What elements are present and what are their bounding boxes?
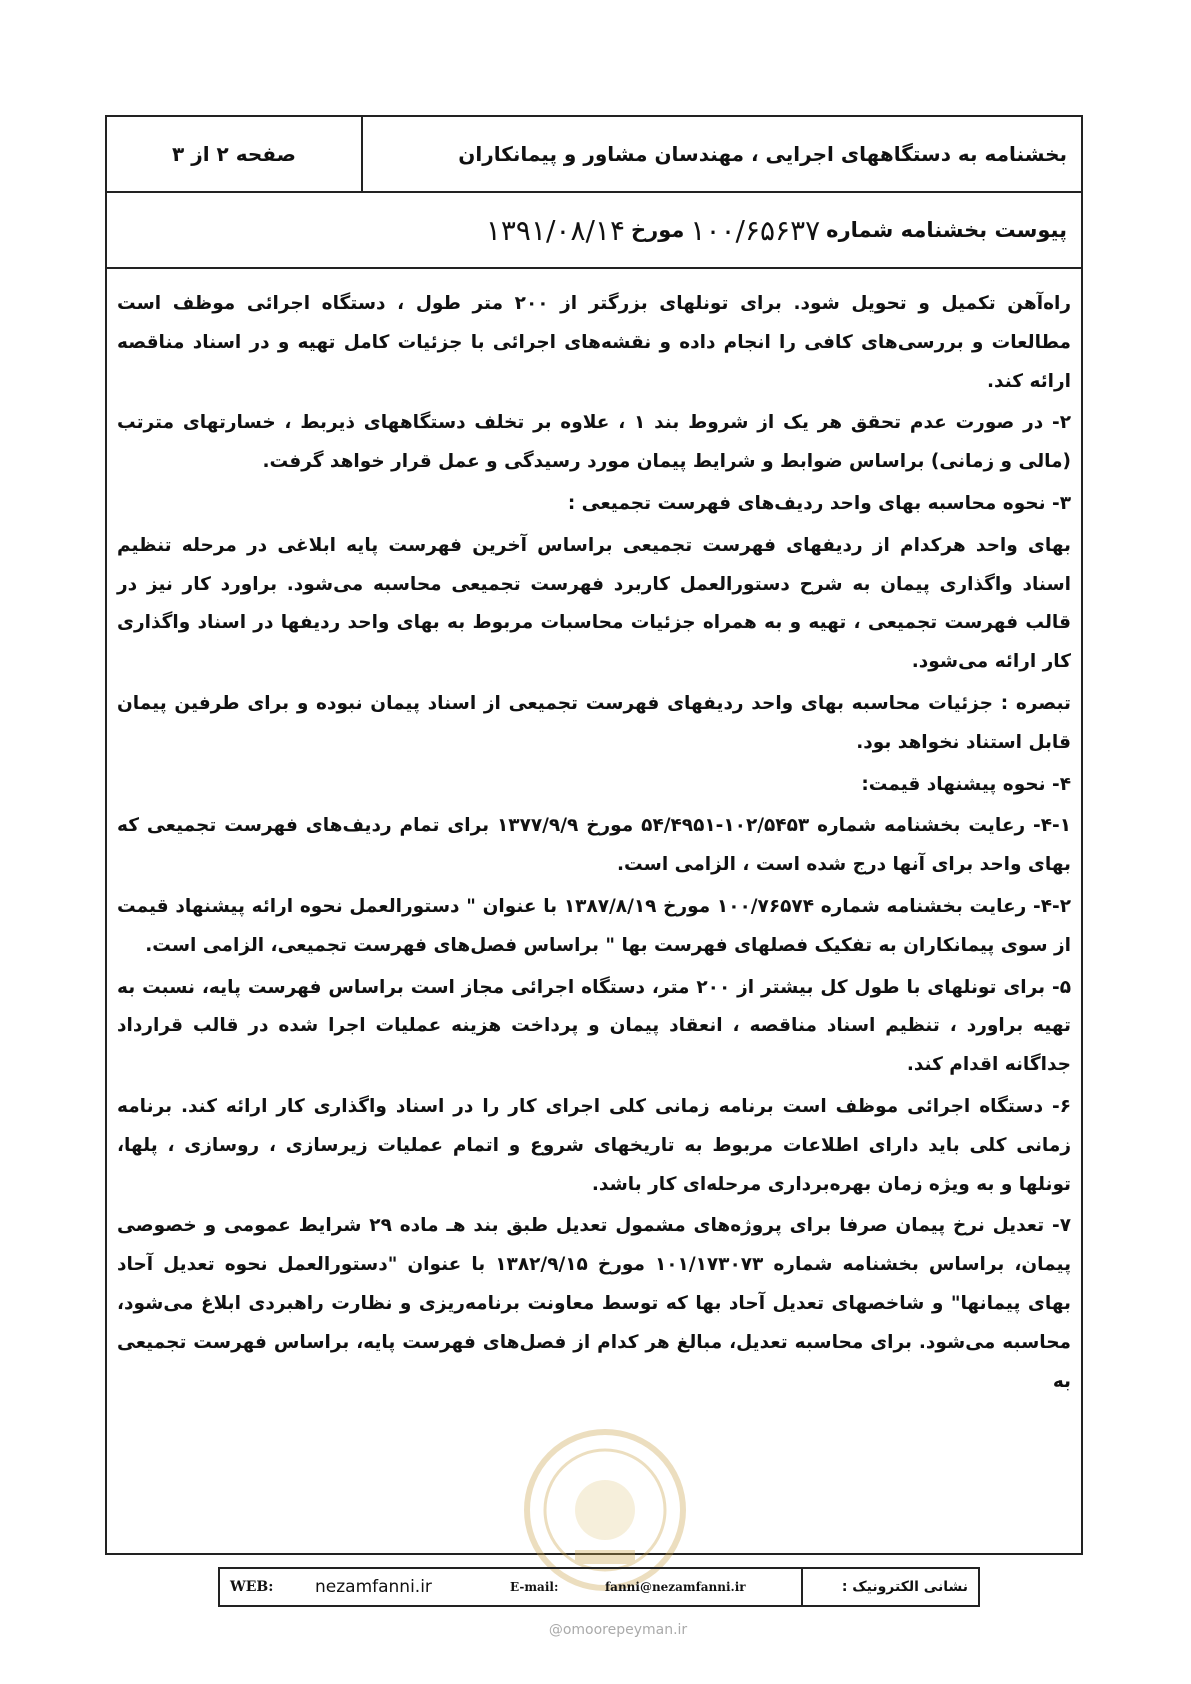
attachment-number: ۱۰۰/۶۵۶۳۷ — [690, 213, 821, 247]
paragraph: ۷- تعدیل نرخ پیمان صرفا برای پروژه‌های مشمول تعدیل طبق بند هـ ماده ۲۹ شرایط عمومی و خصوصی پیمان، براساس بخشنامه شماره ۱۰۱/۱۷۳۰۷۳ مورخ ۱۳۸۲/۹/۱۵ با عنوان "دستورالعمل نحوه تعدیل آحاد بهای پیمانها" و شاخصهای تعدیل آحاد بها که توسط معاونت برنامه‌ریزی و نظارت راهبردی ابلاغ می‌شود، محاسبه می‌شود. برای محاسبه تعدیل، مبالغ هر کدام از فصل‌های فهرست پایه، براساس فهرست تجمیعی به — [117, 1215, 1072, 1392]
attachment-row — [107, 193, 1081, 269]
web-link[interactable]: nezamfanni.ir — [315, 1577, 432, 1597]
paragraph: ۴-۱- رعایت بخشنامه شماره ۱۰۲/۵۴۵۳-۵۴/۴۹۵۱ مورخ ۱۳۷۷/۹/۹ برای تمام ردیف‌های فهرست تجمیعی که بهای واحد برای آنها درج شده است ، الزامی است. — [117, 815, 1071, 876]
footer-contact — [218, 1567, 980, 1607]
footer-divider — [801, 1569, 803, 1605]
email-link[interactable]: fanni@nezamfanni.ir — [605, 1580, 746, 1594]
email-label: E-mail: — [510, 1580, 559, 1594]
document-body — [117, 285, 1071, 1404]
page-number: صفحه ۲ از ۳ — [172, 142, 296, 166]
paragraph: راه‌آهن تکمیل و تحویل شود. برای تونلهای بزرگتر از ۲۰۰ متر طول ، دستگاه اجرائی موظف است مطالعات و بررسی‌های کافی را انجام داده و نقشه‌های اجرائی با جزئیات کامل تهیه و در اسناد مناقصه ارائه کند. — [117, 293, 1071, 392]
paragraph: ۴- نحوه پیشنهاد قیمت: — [861, 773, 1071, 795]
paragraph: ۶- دستگاه اجرائی موظف است برنامه زمانی کلی اجرای کار را در اسناد واگذاری کار ارائه کند. برنامه زمانی کلی باید دارای اطلاعات مربوط به تاریخهای شروع و اتمام عملیات زیرسازی ، روسازی ، پلها، تونلها و به ویژه زمان بهره‌برداری مرحله‌ای کار باشد. — [117, 1095, 1071, 1195]
address-label: نشانی الکترونیک : — [841, 1579, 968, 1595]
watermark-credit: @omoorepeyman.ir — [548, 1622, 688, 1638]
attachment-date-label: مورخ — [631, 218, 685, 242]
paragraph: تبصره : جزئیات محاسبه بهای واحد ردیفهای فهرست تجمیعی از اسناد پیمان نبوده و برای طرفین پیمان قابل استناد نخواهد بود. — [117, 692, 1071, 753]
attachment-date: ۱۳۹۱/۰۸/۱۴ — [485, 213, 626, 247]
paragraph: ۵- برای تونلهای با طول کل بیشتر از ۲۰۰ متر، دستگاه اجرائی مجاز است براساس فهرست پایه، نسبت به تهیه براورد ، تنظیم اسناد مناقصه ، انعقاد پیمان و پرداخت هزینه عملیات اجرا شده در قالب قرارداد جداگانه اقدام کند. — [117, 976, 1071, 1076]
web-label: WEB: — [230, 1579, 274, 1595]
document-frame — [105, 115, 1083, 1555]
attachment-prefix: پیوست بخشنامه شماره — [826, 218, 1067, 242]
paragraph: ۲- در صورت عدم تحقق هر یک از شروط بند ۱ ، علاوه بر تخلف دستگاههای ذیربط ، خسارتهای مترتب (مالی و زمانی) براساس ضوابط و شرایط پیمان مورد رسیدگی و عمل قرار خواهد گرفت. — [117, 412, 1071, 473]
circular-title: بخشنامه به دستگاههای اجرایی ، مهندسان مشاور و پیمانکاران — [361, 117, 1081, 191]
paragraph: بهای واحد هرکدام از ردیفهای فهرست تجمیعی براساس آخرین فهرست پایه ابلاغی در مرحله تنظیم اسناد واگذاری پیمان به شرح دستورالعمل کاربرد فهرست تجمیعی محاسبه می‌شود. براورد کار نیز در قالب فهرست تجمیعی ، تهیه و به همراه جزئیات محاسبات مربوط به بهای واحد ردیفها در اسناد واگذاری کار ارائه می‌شود. — [117, 534, 1071, 673]
paragraph: ۳- نحوه محاسبه بهای واحد ردیف‌های فهرست تجمیعی : — [567, 492, 1071, 514]
paragraph: ۴-۲- رعایت بخشنامه شماره ۱۰۰/۷۶۵۷۴ مورخ ۱۳۸۷/۸/۱۹ با عنوان " دستورالعمل نحوه ارائه پیشنهاد قیمت از سوی پیمانکاران به تفکیک فصلهای فهرست بها " براساس فصل‌های فهرست تجمیعی، الزامی است. — [117, 895, 1071, 956]
header-row — [107, 117, 1081, 193]
